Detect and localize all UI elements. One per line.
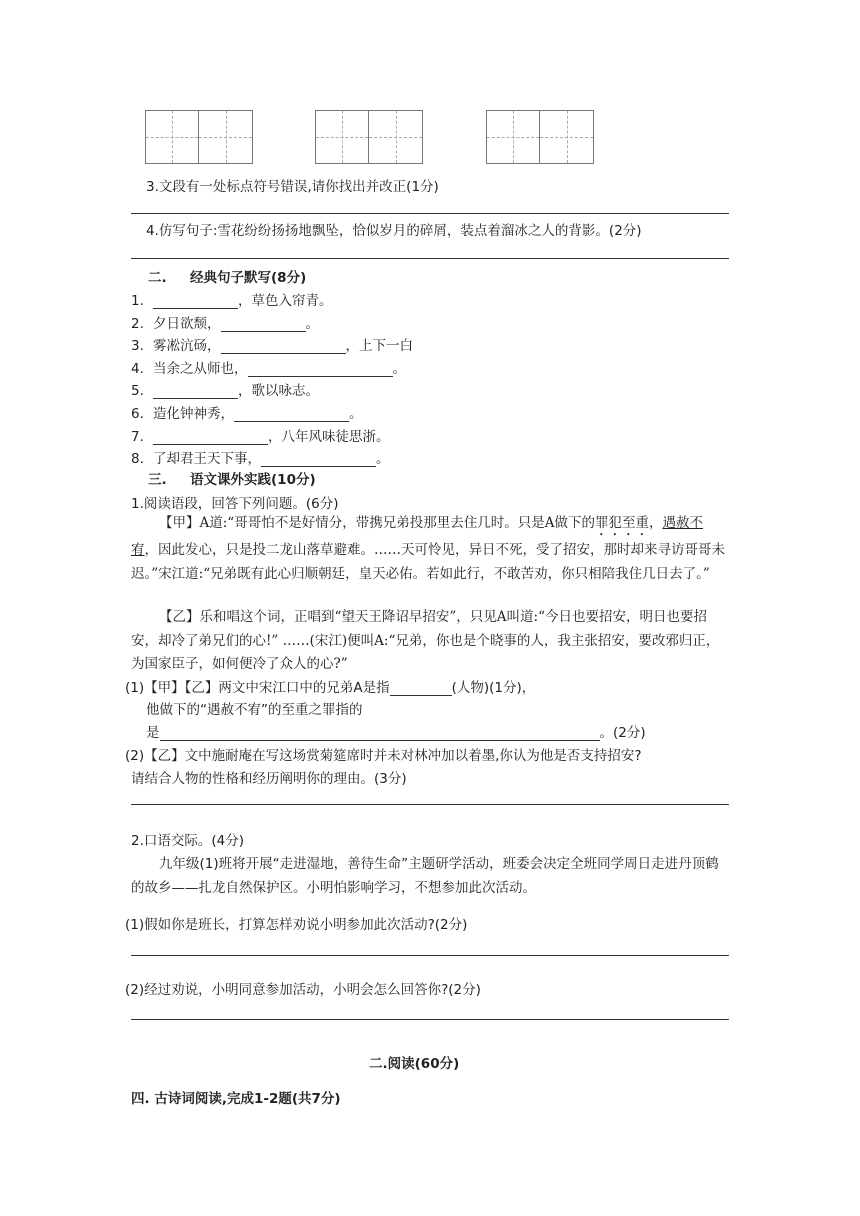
recitation-prefix: 当余之从师也， — [153, 360, 248, 377]
section-2-number: 二. — [148, 270, 167, 286]
question-1-part2: 他做下的“遇赦不宥”的至重之罪指的 — [146, 702, 363, 718]
writing-grid-1[interactable] — [145, 110, 253, 164]
answer-line-oral-1[interactable] — [131, 955, 729, 956]
answer-line-q2[interactable] — [131, 804, 729, 805]
recitation-blank[interactable] — [153, 430, 268, 445]
recitation-item — [131, 334, 413, 354]
grid-cell[interactable] — [145, 110, 199, 164]
recitation-item — [131, 312, 319, 332]
answer-line-oral-2[interactable] — [131, 1019, 729, 1020]
recitation-number: 1. — [131, 293, 144, 309]
grid-cell[interactable] — [540, 110, 594, 164]
oral-question-2: (2)经过劝说，小明同意参加活动，小明会怎么回答你?(2分) — [125, 982, 481, 998]
recitation-suffix: 。 — [349, 406, 363, 422]
recitation-number: 3. — [131, 338, 144, 355]
passage-yi: 【乙】乐和唱这个词，正唱到“望天王降诏早招安”，只见A叫道:“今日也要招安，明日也要招安，却冷了弟兄们的心!” ……(宋江)便叫A:“兄弟，你也是个晓事的人，我主张招安，要改邪归正，为国家臣子，如何便冷了众人的心?” — [131, 609, 720, 672]
question-3: 3.文段有一处标点符号错误,请你找出并改正(1分) — [146, 179, 439, 195]
grid-cell[interactable] — [369, 110, 423, 164]
section-3-number: 三. — [148, 472, 167, 488]
section-4-title: 四. 古诗词阅读,完成1-2题(共7分) — [131, 1091, 341, 1107]
question-1-part1: (1)【甲】【乙】两文中宋江口中的兄弟A是指 (人物)(1分)， — [125, 680, 536, 696]
answer-blank-crime[interactable] — [160, 726, 600, 741]
grid-cell[interactable] — [315, 110, 369, 164]
question-1-part3: 是 。(2分) — [146, 725, 646, 741]
oral-passage: 九年级(1)班将开展“走进湿地，善待生命”主题研学活动，班委会决定全班同学周日走进丹顶鹤的故乡——扎龙自然保护区。小明怕影响学习，不想参加此次活动。 — [131, 856, 719, 896]
section-3-title: 语文课外实践(10分) — [190, 472, 316, 488]
recitation-number: 4. — [131, 360, 144, 377]
recitation-prefix: 夕日欲颓， — [153, 315, 221, 332]
answer-line-q4[interactable] — [131, 258, 729, 259]
reading-heading: 1.阅读语段，回答下列问题。(6分) — [131, 496, 339, 512]
grid-cell[interactable] — [199, 110, 253, 164]
recitation-blank[interactable] — [234, 407, 349, 422]
recitation-item — [131, 402, 363, 422]
passage-jia: 【甲】A道:“哥哥怕不是好情分，带携兄弟投那里去住几时。只是A做下的罪犯至重，遇赦不宥，因此发心，只是投二龙山落草避难。……天可怜见，异日不死，受了招安，那时却来寻访哥哥未迟。”宋江道:“兄弟既有此心归顺朝廷，皇天必佑。若如此行，不敢苦劝，你只相陪我住几日去了。” — [131, 515, 725, 582]
recitation-blank[interactable] — [153, 294, 238, 309]
recitation-blank[interactable] — [248, 362, 393, 377]
answer-blank-person[interactable] — [390, 681, 452, 696]
question-4: 4.仿写句子:雪花纷纷扬扬地飘坠，恰似岁月的碎屑，装点着溜冰之人的背影。(2分) — [146, 223, 642, 239]
recitation-item — [131, 357, 406, 377]
recitation-item — [131, 289, 333, 309]
recitation-blank[interactable] — [221, 317, 306, 332]
recitation-suffix: 。 — [392, 360, 406, 377]
recitation-suffix: ，上下一白 — [345, 338, 413, 355]
recitation-item — [131, 447, 390, 467]
recitation-number: 6. — [131, 406, 144, 422]
writing-grid-2[interactable] — [315, 110, 423, 164]
recitation-blank[interactable] — [153, 384, 238, 399]
recitation-suffix: 。 — [305, 315, 319, 332]
answer-line-q3[interactable] — [131, 213, 729, 214]
recitation-suffix: 。 — [376, 451, 390, 468]
recitation-prefix: 了却君王天下事， — [153, 451, 261, 468]
part-2-title: 二.阅读(60分) — [369, 1056, 460, 1072]
recitation-blank[interactable] — [221, 339, 346, 354]
recitation-item — [131, 425, 390, 445]
recitation-number: 2. — [131, 315, 144, 332]
writing-grid-3[interactable] — [486, 110, 594, 164]
recitation-prefix: 雾凇沆砀， — [153, 338, 221, 355]
grid-cell[interactable] — [486, 110, 540, 164]
oral-question-1: (1)假如你是班长，打算怎样劝说小明参加此次活动?(2分) — [125, 917, 468, 933]
recitation-suffix: ，歌以咏志。 — [238, 383, 319, 400]
question-2-line1: (2)【乙】文中施耐庵在写这场赏菊筵席时并未对林冲加以着墨,你认为他是否支持招安? — [125, 748, 642, 764]
question-2-line2: 请结合人物的性格和经历阐明你的理由。(3分) — [131, 771, 407, 787]
recitation-prefix: 造化钟神秀， — [153, 406, 234, 422]
recitation-number: 5. — [131, 383, 144, 400]
recitation-suffix: ，草色入帘青。 — [238, 293, 333, 309]
recitation-item — [131, 379, 319, 399]
recitation-number: 8. — [131, 451, 144, 468]
oral-heading: 2.口语交际。(4分) — [131, 833, 245, 849]
recitation-blank[interactable] — [261, 452, 376, 467]
recitation-suffix: ，八年风味徒思浙。 — [268, 428, 390, 445]
recitation-number: 7. — [131, 428, 144, 445]
section-2-title: 经典句子默写(8分) — [190, 270, 307, 286]
